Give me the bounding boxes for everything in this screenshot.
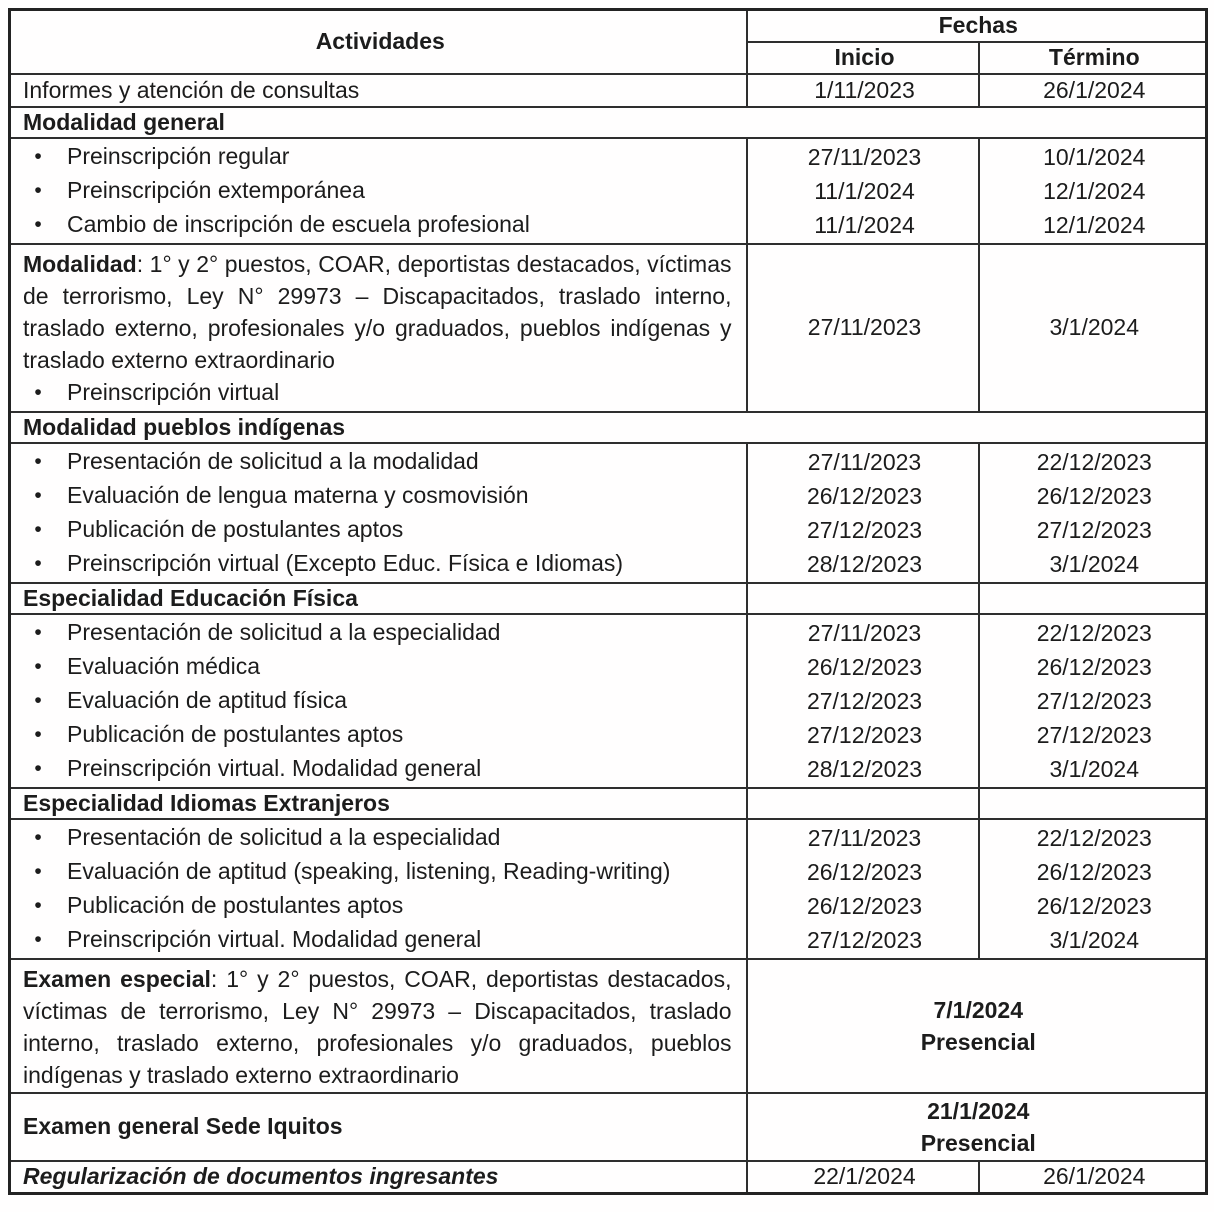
merged-date-cell [747, 959, 1207, 1093]
inicio-cell: 27/11/2023 [747, 244, 979, 412]
activity-cell [10, 614, 747, 788]
list-item [23, 650, 738, 684]
termino-cell-empty [979, 583, 1207, 614]
inicio-cell [747, 819, 979, 959]
date-value: 27/12/2023 [806, 721, 923, 748]
termino-cell [979, 819, 1207, 959]
list-item [23, 752, 738, 786]
inicio-cell: 1/11/2023 [747, 74, 979, 107]
inicio-cell-empty [747, 788, 979, 819]
row-examen-general [10, 1093, 1207, 1161]
date-value: 3/1/2024 [1049, 926, 1140, 953]
list-item-label: Publicación de postulantes aptos [67, 516, 404, 542]
date-value: 11/1/2024 [814, 177, 915, 204]
date-value: 27/12/2023 [1036, 687, 1152, 714]
date-value: 28/12/2023 [806, 755, 923, 782]
exam-date: 7/1/2024 [933, 996, 1024, 1023]
header-inicio: Inicio [747, 42, 979, 74]
date-value: 26/12/2023 [806, 653, 923, 680]
termino-cell: 26/1/2024 [979, 74, 1207, 107]
date-value: 26/12/2023 [806, 858, 923, 885]
bullet-icon: • [34, 654, 42, 678]
list-item [23, 616, 738, 650]
section-title: Modalidad pueblos indígenas [10, 412, 1207, 443]
list-item-label: Preinscripción virtual [67, 379, 280, 405]
date-value: 11/1/2024 [814, 211, 915, 238]
date-value: 22/12/2023 [1036, 448, 1152, 475]
list-item [23, 376, 738, 410]
date-value: 27/11/2023 [807, 143, 922, 170]
activity-cell [10, 959, 747, 1093]
exam-mode: Presencial [920, 1129, 1036, 1156]
date-value: 12/1/2024 [1043, 177, 1146, 204]
activity-paragraph [23, 246, 738, 376]
date-value: 27/11/2023 [807, 619, 922, 646]
row-informes [10, 74, 1207, 107]
list-item [23, 479, 738, 513]
exam-date: 21/1/2024 [927, 1097, 1030, 1124]
list-item [23, 889, 738, 923]
activity-paragraph [23, 961, 738, 1091]
row-modalidad-especial [10, 244, 1207, 412]
list-item-label: Evaluación de aptitud física [67, 687, 348, 713]
list-item [23, 208, 738, 242]
bullet-icon: • [34, 144, 42, 168]
bullet-icon: • [34, 722, 42, 746]
date-value: 3/1/2024 [1049, 550, 1140, 577]
list-item-label: Cambio de inscripción de escuela profesional [67, 211, 530, 237]
termino-cell-empty [979, 788, 1207, 819]
date-value: 27/12/2023 [806, 926, 923, 953]
bullet-icon: • [34, 620, 42, 644]
list-item-label: Preinscripción regular [67, 143, 290, 169]
date-value: 26/12/2023 [1036, 858, 1152, 885]
date-value: 27/11/2023 [807, 448, 922, 475]
section-row-idiomas-extranjeros [10, 788, 1207, 819]
bullet-icon: • [34, 825, 42, 849]
date-value: 26/12/2023 [1036, 482, 1152, 509]
activity-cell [10, 443, 747, 583]
date-value: 22/12/2023 [1036, 619, 1152, 646]
date-value: 27/12/2023 [806, 516, 923, 543]
inicio-cell-empty [747, 583, 979, 614]
section-row-pueblos-indigenas [10, 412, 1207, 443]
header-fechas: Fechas [747, 10, 1207, 42]
row-idiomas-extranjeros-items [10, 819, 1207, 959]
inicio-cell: 22/1/2024 [747, 1161, 979, 1194]
termino-cell [979, 614, 1207, 788]
list-item [23, 718, 738, 752]
activity-cell [10, 819, 747, 959]
list-item-label: Presentación de solicitud a la modalidad [67, 448, 479, 474]
date-value: 27/11/2023 [807, 824, 922, 851]
bullet-icon: • [34, 212, 42, 236]
list-item-label: Preinscripción virtual. Modalidad general [67, 755, 482, 781]
activity-cell: Informes y atención de consultas [10, 74, 747, 107]
list-item-label: Publicación de postulantes aptos [67, 721, 404, 747]
section-row-modalidad-general [10, 107, 1207, 138]
date-value: 3/1/2024 [1049, 755, 1140, 782]
row-regularizacion [10, 1161, 1207, 1194]
list-item [23, 923, 738, 957]
section-row-educacion-fisica [10, 583, 1207, 614]
section-title: Especialidad Educación Física [10, 583, 747, 614]
activity-cell: Regularización de documentos ingresantes [10, 1161, 747, 1194]
row-examen-especial [10, 959, 1207, 1093]
section-title: Especialidad Idiomas Extranjeros [10, 788, 747, 819]
inicio-cell [747, 138, 979, 244]
list-item-label: Preinscripción extemporánea [67, 177, 365, 203]
list-item-label: Preinscripción virtual. Modalidad general [67, 926, 482, 952]
list-item-label: Publicación de postulantes aptos [67, 892, 404, 918]
date-value: 12/1/2024 [1043, 211, 1146, 238]
date-value: 22/12/2023 [1036, 824, 1152, 851]
bullet-icon: • [34, 551, 42, 575]
date-value: 26/12/2023 [806, 482, 923, 509]
inicio-cell [747, 614, 979, 788]
date-value: 10/1/2024 [1043, 143, 1146, 170]
activity-cell [10, 244, 747, 412]
bullet-icon: • [34, 517, 42, 541]
date-value: 27/12/2023 [1036, 516, 1152, 543]
row-educacion-fisica-items [10, 614, 1207, 788]
list-item-label: Presentación de solicitud a la especialidad [67, 619, 501, 645]
list-item [23, 547, 738, 581]
list-item [23, 821, 738, 855]
bullet-icon: • [34, 688, 42, 712]
list-item [23, 855, 738, 889]
list-item [23, 174, 738, 208]
date-value: 28/12/2023 [806, 550, 923, 577]
activity-rest: : 1° y 2° puestos, COAR, deportistas destacados, víctimas de terrorismo, Ley N° 29973 – Discapacitados, traslado interno, traslado externo, profesionales y/o graduados, pueblos indígenas y traslado externo extraordinario [23, 250, 732, 373]
activity-lead: Examen especial [23, 965, 211, 992]
date-value: 27/12/2023 [1036, 721, 1152, 748]
termino-cell: 26/1/2024 [979, 1161, 1207, 1194]
bullet-icon: • [34, 483, 42, 507]
list-item-label: Evaluación médica [67, 653, 261, 679]
date-value: 26/12/2023 [806, 892, 923, 919]
list-item-label: Presentación de solicitud a la especialidad [67, 824, 501, 850]
list-item [23, 513, 738, 547]
exam-mode: Presencial [920, 1028, 1036, 1055]
bullet-icon: • [34, 927, 42, 951]
bullet-icon: • [34, 178, 42, 202]
termino-cell: 3/1/2024 [979, 244, 1207, 412]
date-value: 27/12/2023 [806, 687, 923, 714]
activity-rest: : 1° y 2° puestos, COAR, deportistas destacados, víctimas de terrorismo, Ley N° 29973 – Discapacitados, traslado interno, traslado externo, profesionales y/o graduados, pueblos indígenas y traslado externo extraordinario [23, 965, 732, 1088]
list-item [23, 684, 738, 718]
activity-lead: Modalidad [23, 250, 137, 277]
schedule-table [8, 8, 1208, 1195]
date-value: 26/12/2023 [1036, 892, 1152, 919]
list-item [23, 445, 738, 479]
bullet-icon: • [34, 859, 42, 883]
section-title: Modalidad general [10, 107, 1207, 138]
list-item-label: Evaluación de aptitud (speaking, listening, Reading-writing) [67, 858, 671, 884]
header-termino: Término [979, 42, 1207, 74]
bullet-icon: • [34, 449, 42, 473]
list-item-label: Evaluación de lengua materna y cosmovisión [67, 482, 529, 508]
bullet-icon: • [34, 756, 42, 780]
inicio-cell [747, 443, 979, 583]
merged-date-cell [747, 1093, 1207, 1161]
list-item [23, 140, 738, 174]
row-pueblos-indigenas-items [10, 443, 1207, 583]
activity-cell: Examen general Sede Iquitos [10, 1093, 747, 1161]
termino-cell [979, 443, 1207, 583]
row-modalidad-general-items [10, 138, 1207, 244]
activity-cell [10, 138, 747, 244]
bullet-icon: • [34, 893, 42, 917]
termino-cell [979, 138, 1207, 244]
bullet-icon: • [34, 380, 42, 404]
header-actividades: Actividades [10, 10, 747, 74]
list-item-label: Preinscripción virtual (Excepto Educ. Física e Idiomas) [67, 550, 624, 576]
date-value: 26/12/2023 [1036, 653, 1152, 680]
header-row-top [10, 10, 1207, 42]
